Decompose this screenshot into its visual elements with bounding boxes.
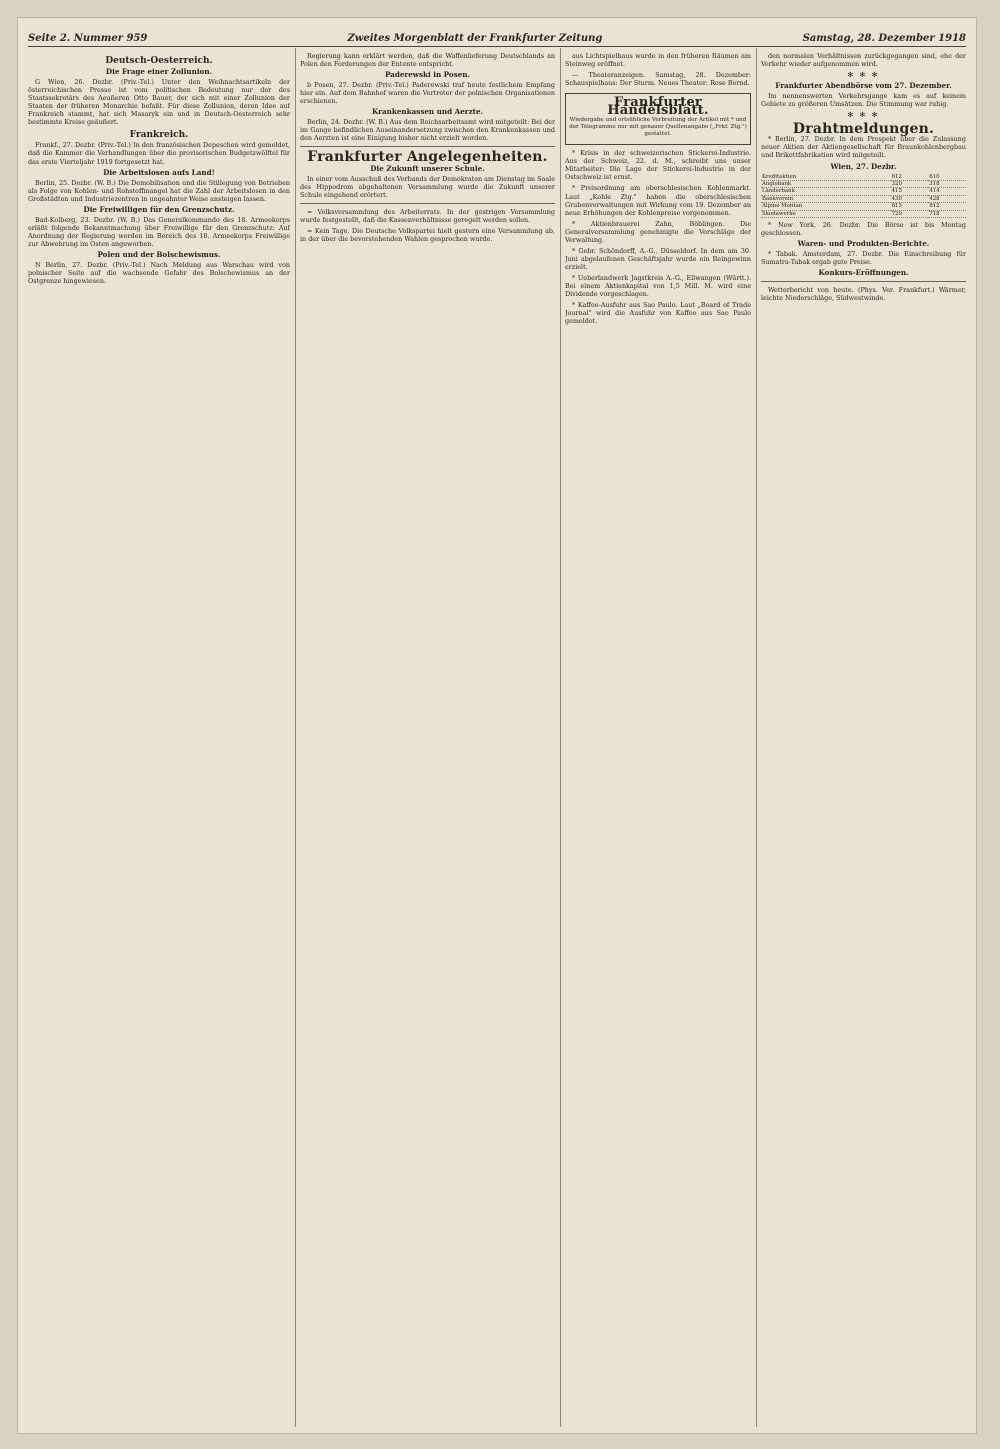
headline: Deutsch-Oesterreich. bbox=[105, 56, 213, 66]
section-headline: Drahtmeldungen. bbox=[792, 121, 935, 138]
table-cell: 718 bbox=[928, 210, 966, 217]
headline: Frankfurter Abendbörse vom 27. Dezember. bbox=[775, 81, 952, 91]
stock-table bbox=[761, 174, 966, 218]
table-cell: Länderbank bbox=[761, 188, 891, 195]
table-row bbox=[761, 203, 966, 210]
column-1 bbox=[28, 52, 290, 1427]
column-4 bbox=[761, 52, 966, 1427]
table-cell: Skodawerke bbox=[761, 210, 891, 217]
article-text: G Wien, 26. Dezbr. (Priv.-Tel.) Unter den Weihnachtsartikeln der österreichischen Presse ist vom politischen Bedeutung nur der des Staatssekretärs des Aeußeren Otto Bauer, der sich mit einer Zollunion der Staaten der früheren Monarchie befaßt. Für diese Zollunion, deren Idee auf Frankreich stammt, hat sich Masaryk ein und in Deutsch-Oesterreich sehr bestimmte Kreise geäußert. bbox=[28, 78, 290, 127]
article-text: b Posen, 27. Dezbr. (Priv.-Tel.) Paderewski traf heute festlichem Empfang hier ein. Auf dem Bahnhof waren die Vertreter der polnischen Organisationen erschienen. bbox=[300, 81, 555, 106]
section-banner-note: Wiedergabe und ortsübliche Verbreitung der Artikel mit * und der Telegramme nur mit genauer Quellenangabe („Frkf. Ztg.") gestattet. bbox=[569, 117, 747, 138]
table-cell: Bankverein bbox=[761, 195, 891, 202]
article-text: In einer vom Ausschuß des Verbands der Demokraten am Dienstag im Saale des Hippodrom abgehaltenen Versammlung wurde die Zukunft unserer Schule eingehend erörtert. bbox=[300, 174, 555, 199]
subheadline: Die Zukunft unserer Schule. bbox=[370, 163, 485, 173]
article-text: * Tabak. Amsterdam, 27. Dezbr. Die Einschreibung für Sumatra-Tabak ergab gute Preise. bbox=[761, 250, 966, 267]
article-text: den normalen Verhältnissen zurückgegangen sind, ehe der Verkehr wieder aufgenommen wird. bbox=[761, 52, 966, 69]
section-headline: Frankfurter Angelegenheiten. bbox=[307, 149, 548, 166]
article-text: * Preisordnung am oberschlesischen Kohlenmarkt. Laut „Kohle Ztg." haben die oberschlesischen Grubenverwaltungen mit Wirkung vom 19. Dezember an neue Erhöhungen der Kohlenpreise vorgenommen. bbox=[565, 184, 751, 217]
newspaper-page bbox=[18, 18, 976, 1433]
table-cell: 414 bbox=[928, 188, 966, 195]
table-cell: 610 bbox=[928, 174, 966, 181]
section-banner bbox=[565, 93, 751, 145]
table-cell: 318 bbox=[928, 180, 966, 187]
masthead-date: Samstag, 28. Dezember 1918 bbox=[802, 33, 966, 44]
table-cell: 320 bbox=[891, 180, 929, 187]
table-row bbox=[761, 174, 966, 181]
headline: Die Freiwilligen für den Grenzschutz. bbox=[83, 204, 235, 214]
weather-report: Wetterbericht von heute. (Phys. Ver. Frankfurt.) Wärmer, leichte Niederschläge, Südwestwinde. bbox=[761, 286, 966, 303]
article-text: Berlin, 25. Dezbr. (W. B.) Die Demobilisation und die Stillegung von Betrieben als Folge von Kohlen- und Rohstoffmangel hat die Zahl der Arbeitslosen in den Großstädten und Industriezentren in ungeahnter Weise ansteigen lassen. bbox=[28, 178, 290, 203]
article-text: * Kaffee-Ausfuhr aus Sao Paulo. Laut „Board of Trade Journal" wird die Ausfuhr von Kaffee aus Sao Paulo gemeldet. bbox=[565, 301, 751, 326]
article-text: * Aktienbrauerei Zahn, Böblingen. Die Generalversammlung genehmigte die Vorschläge der Verwaltung. bbox=[565, 219, 751, 244]
divider bbox=[300, 203, 555, 204]
article-text: — Theateranzeigen. Samstag, 28. Dezember: Schauspielhaus: Der Sturm. Neues Theater: Rose Bernd. bbox=[565, 71, 751, 88]
article-text: * Ueberlandwerk Jagstkreis A.-G., Ellwangen (Württ.). Bei einem Aktienkapital von 1,5 Mill. M. wird eine Dividende vorgeschlagen. bbox=[565, 273, 751, 299]
headline: Frankreich. bbox=[129, 130, 189, 141]
article-text: Bad-Kolberg, 23. Dezbr. (W. B.) Das Generalkommando des 18. Armeekorps erläßt folgende Bekanntmachung über Freiwillige für den Grenzschutz: Auf Anordnung der Regierung werden im Bereich des 18. Armeekorps Freiwillige zur Abwehrung im Osten angeworben. bbox=[28, 215, 290, 248]
article-text: aus Lichtspielhaus wurde in den früheren Räumen am Steinweg eröffnet. bbox=[565, 52, 751, 69]
column-rule bbox=[560, 48, 561, 1427]
headline: Konkurs-Eröffnungen. bbox=[818, 268, 909, 278]
article-text: = Kein Tage. Die Deutsche Volkspartei hielt gestern eine Versammlung ab, in der über die bevorstehenden Wahlen gesprochen wurde. bbox=[300, 226, 555, 243]
section-banner-title: Frankfurter Handelsblatt. bbox=[607, 95, 709, 119]
table-cell: Alpine Montan bbox=[761, 203, 891, 210]
headline: Die Arbeitslosen aufs Land! bbox=[103, 167, 215, 177]
article-text: Berlin, 24. Dezbr. (W. B.) Aus dem Reichsarbeitsamt wird mitgeteilt: Bei der im Gange befindlichen Auseinandersetzung zwischen den Krankenkassen und den Aerzten ist eine Einigung bisher nicht erzielt worden. bbox=[300, 118, 555, 143]
table-cell: 815 bbox=[891, 203, 929, 210]
table-title: Wien, 27. Dezbr. bbox=[830, 161, 897, 171]
table-cell: 812 bbox=[928, 203, 966, 210]
table-cell: 430 bbox=[891, 195, 929, 202]
column-rule bbox=[756, 48, 757, 1427]
divider bbox=[761, 281, 966, 282]
column-3 bbox=[565, 52, 751, 1427]
table-cell: Kreditaktien bbox=[761, 174, 891, 181]
column-2 bbox=[300, 52, 555, 1427]
divider bbox=[300, 146, 555, 147]
table-row bbox=[761, 210, 966, 217]
article-text: * Krisis in der schweizerischen Stickerei-Industrie. Aus der Schweiz, 22. d. M., schreibt uns unser Mitarbeiter: Die Lage der Stickerei-Industrie in der Ostschweiz ist ernst. bbox=[565, 149, 751, 182]
article-text: Im nennenswerten Verkehrsgange kam es auf keinem Gebiete zu größeren Umsätzen. Die Stimmung war ruhig. bbox=[761, 92, 966, 109]
headline: Krankenkassen und Aerzte. bbox=[371, 107, 484, 117]
article-text: * Berlin, 27. Dezbr. In dem Prospekt über die Zulassung neuer Aktien der Aktiengesellschaft für Braunkohlenbergbau und Brikettfabrikation wird mitgeteilt. bbox=[761, 135, 966, 160]
table-cell: Anglobank bbox=[761, 180, 891, 187]
subheadline: Die Frage einer Zollunion. bbox=[105, 67, 213, 77]
article-text: * New York, 26. Dezbr. Die Börse ist bis Montag geschlossen. bbox=[761, 221, 966, 238]
ornament-divider: ✻ ✻ ✻ bbox=[847, 71, 880, 80]
table-cell: 415 bbox=[891, 188, 929, 195]
article-text: * Gebr. Schöndorff, A.-G., Düsseldorf. In dem am 30. Juni abgelaufenen Geschäftsjahr wurde ein Reingewinn erzielt. bbox=[565, 246, 751, 271]
article-text: Regierung kann erklärt werden, daß die Waffenlieferung Deutschlands an Polen den Forderungen der Entente entspricht. bbox=[300, 52, 555, 69]
table-cell: 428 bbox=[928, 195, 966, 202]
column-rule bbox=[295, 48, 296, 1427]
table-cell: 612 bbox=[891, 174, 929, 181]
table-row bbox=[761, 188, 966, 195]
masthead-page-number: Seite 2. Nummer 959 bbox=[28, 33, 148, 44]
table-row bbox=[761, 195, 966, 202]
headline: Waren- und Produkten-Berichte. bbox=[797, 239, 930, 249]
ornament-divider: ✻ ✻ ✻ bbox=[847, 111, 880, 120]
table-row bbox=[761, 180, 966, 187]
masthead-title: Zweites Morgenblatt der Frankfurter Zeitung bbox=[347, 33, 603, 44]
article-text: = Volksversammlung des Arbeiterrats. In der gestrigen Versammlung wurde festgestellt, daß die Kassenverhältnisse geregelt werden sollen. bbox=[300, 207, 555, 224]
table-cell: 720 bbox=[891, 210, 929, 217]
article-text: N Berlin, 27. Dezbr. (Priv.-Tel.) Nach Meldung aus Warschau wird von polnischer Seite auf die wachsende Gefahr des Bolschewismus an der Ostgrenze hingewiesen. bbox=[28, 261, 290, 286]
headline: Paderewski in Posen. bbox=[384, 70, 471, 80]
headline: Polen und der Bolschewismus. bbox=[97, 249, 221, 259]
article-text: Frankf., 27. Dezbr. (Priv.-Tel.) In den französischen Depeschen wird gemeldet, daß die Kammer die Verhandlungen über die provisorischen Budgetzwölftel für das erste Vierteljahr 1919 fortgesetzt hat. bbox=[28, 141, 290, 166]
masthead bbox=[28, 24, 966, 47]
